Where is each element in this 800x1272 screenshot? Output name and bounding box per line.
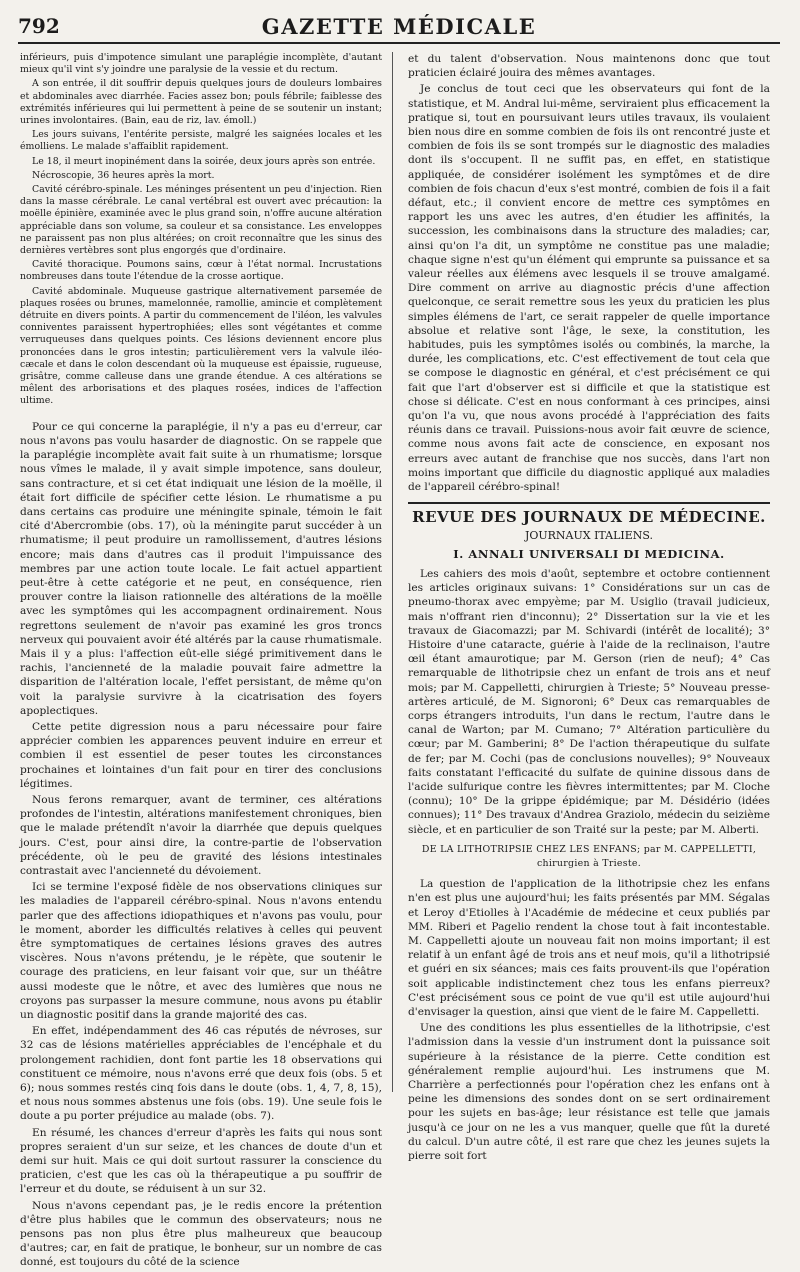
obs-paragraph: Le 18, il meurt inopinément dans la soirée, deux jours après son entrée. (32, 155, 376, 167)
body-paragraph: Pour ce qui concerne la paraplégie, il n'y a pas eu d'erreur, car nous n'avons pas voulu hasarder de diagnostic. On se rappele que la paraplégie incomplète avait fait suite à un rhumatisme; lorsque nous vîmes le malade, il y avait simple impotence, sans douleur, sans contracture, et si cet état indiquait une lésion de la moëlle, il était fort difficile de spécifier cette lésion. Le rhumatisme a pu dans certains cas produire une méningite spinale, témoin le fait cité d'Abercrombie (obs. 17), où la méningite parut succéder à un rhumatisme; il peut produire un ramollissement, d'autres lésions encore; mais dans d'autres cas il produit l'impuissance des membres par une action toute locale. Le fait actuel appartient peut-être à cette catégorie et ne peut, en conséquence, rien prouver contre la liaison rationnelle des altérations de la moëlle avec les symptômes qui les accompagnent ordinairement. Nous regrettons seulement de n'avoir pas examiné les gros troncs nerveux qui pouvaient avoir été altérés par la cause rhumatismale. Mais il y a plus: l'affection eût-elle siégé primitivement dans le rachis, l'ancienneté de la maladie pouvait faire admettre la disparition de l'altération locale, l'effet persistant, de même qu'on voit la paralysie survivre à la cicatrisation des foyers apoplectiques. (20, 420, 382, 717)
section-title: I. ANNALI UNIVERSALI DI MEDICINA. (453, 546, 725, 561)
article-paragraph: La question de l'application de la lithotripsie chez les enfans n'en est plus une aujourd'hui; les faits présentés par MM. Ségalas et Leroy d'Etiolles à l'Académie de médecine et ceux publiés par MM. Riberi et Pagelio rendent la chose tout à fait incontestable. M. Cappelletti ajoute un nouveau fait non moins important; il est relatif à un enfant âgé de trois ans et neuf mois, qu'il a lithotripsié et guéri en six séances; mais ces faits prouvent-ils que l'opération soit applicable indistinctement chez tous les enfans pierreux? C'est précisément sous ce point de vue qu'il est utile aujourd'hui d'envisager la question, ainsi que vient de le faire M. Cappelletti. (408, 878, 770, 1018)
obs-paragraph: Cavité cérébro-spinale. Les méninges présentent un peu d'injection. Rien dans la masse cérébrale. Le canal vertébral est ouvert avec précaution: la moëlle épinière, examinée avec le plus grand soin, n'offre aucune altération appréciable dans son volume, sa couleur et sa consistance. Les enveloppes ne paraissent pas non plus altérées; on croit reconnaître que les sinus des dernières vertèbres sont plus engorgés que d'ordinaire. (20, 184, 382, 257)
journal-title: GAZETTE MÉDICALE (261, 14, 537, 39)
revue-title: REVUE DES JOURNAUX DE MÉDECINE. (408, 502, 770, 524)
article-paragraph: Une des conditions les plus essentielles de la lithotripsie, c'est l'admission dans la vessie d'un instrument dont la puissance soit supérieure à la résistance de la pierre. Cette condition est généralement remplie aujourd'hui. Les instrumens que M. Charrière a perfectionnés pour l'opération chez les enfans ont à peine les dimensions des sondes dont on se sert ordinairement pour les sujets en bas-âge; leur résistance est telle que jamais jusqu'à ce jour on ne les a vus manquer, quelle que fût la dureté du calcul. D'un autre côté, il est rare que chez les jeunes sujets la pierre soit fort (408, 1022, 770, 1163)
body-paragraph: Nous n'avons cependant pas, je le redis encore la prétention d'être plus habiles que le commun des observateurs; nous ne pensons pas non plus être plus malheureux que beaucoup d'autres; car, en fait de pratique, le bonheur, sur un nombre de cas donné, est toujours du côté de la science (20, 1199, 382, 1269)
observation-block (20, 52, 382, 408)
obs-paragraph: Cavité thoracique. Poumons sains, cœur à l'état normal. Incrustations nombreuses dans toute l'étendue de la crosse aortique. (20, 259, 382, 283)
body-paragraph: En effet, indépendamment des 46 cas réputés de névroses, sur 32 cas de lésions matérielles appréciables de l'encéphale et du prolongement rachidien, dont font partie les 18 observations qui constituent ce mémoire, nous n'avons erré que deux fois (obs. 5 et 6); nous sommes restés cinq fois dans le doute (obs. 1, 4, 7, 8, 15), et nous nous sommes abstenus une fois (obs. 19). Une seule fois le doute a pu porter préjudice au malade (obs. 7). (20, 1025, 382, 1123)
body-paragraph: Je conclus de tout ceci que les observateurs qui font de la statistique, et M. Andral lui-même, serviraient plus efficacement la pratique si, tout en poursuivant leurs utiles travaux, ils voulaient bien nous dire en somme combien de fois ils ont rencontré juste et combien de fois ils se sont trompés sur le diagnostic des maladies dont ils s'occupent. Il ne suffit pas, en effet, en statistique appliquée, de considérer isolément les symptômes et de dire combien de fois chacun d'eux s'est montré, combien de fois il a fait défaut, etc.; il convient encore de mettre ces symptômes en rapport les uns avec les autres, d'en étudier les affinités, la succession, les combinaisons dans la structure des maladies; car, ainsi qu'on l'a dit, un symptôme ne constitue pas une maladie; chaque signe n'est qu'un élément qui emprunte sa puissance et sa valeur réelles aux élémens avec lesquels il se trouve amalgamé. Dire comment on arrive au diagnostic précis d'une affection quelconque, ce serait remettre sous les yeux du praticien les plus simples élémens de l'art, ce serait rappeler de quelle importance absolue et relative sont l'âge, le sexe, la constitution, les habitudes, puis les symptômes isolés ou combinés, la marche, la durée, les complications, etc. C'est effectivement de tout cela que se compose le diagnostic en général, et c'est précisément ce qui fait que l'art d'observer est si difficile et que la statistique est chose si délicate. C'est en nous conformant à ces principes, ainsi qu'on l'a vu, que nous avons procédé à l'appréciation des faits réunis dans ce travail. Puissions-nous avoir fait œuvre de science, comme nous avons fait acte de conscience, en exposant nos erreurs avec autant de franchise que nos succès, dans l'art non moins important que difficile du diagnostic appliqué aux maladies de l'appareil cérébro-spinal! (408, 83, 770, 494)
revue-subtitle: JOURNAUX ITALIENS. (524, 528, 654, 542)
revue-paragraph: Les cahiers des mois d'août, septembre et octobre contiennent les articles originaux suivans: 1° Considérations sur un cas de pneumo-thorax avec empyème; par M. Usiglio (travail judicieux, mais n'offrant rien d'inconnu); 2° Dissertation sur la vie et les travaux de Giacomazzi; par M. Schivardi (intérêt de localité); 3° Histoire d'une cataracte, guérie à l'aide de la reclinaison, l'autre œil étant amaurotique; par M. Gerson (rien de neuf); 4° Cas remarquable de lithotripsie chez un enfant de trois ans et neuf mois; par M. Cappelletti, chirurgien à Trieste; 5° Nouveau presse-artères articulé, de M. Signoroni; 6° Deux cas remarquables de corps étrangers introduits, l'un dans le rectum, l'autre dans le canal de Warton; par M. Cumano; 7° Altération particulière du cœur; par M. Gamberini; 8° De l'action thérapeutique du sulfate de fer; par M. Cochi (pas de conclusions nouvelles); 9° Nouveaux faits constatant l'efficacité du sulfate de quinine dissous dans de l'acide sulfurique contre les fièvres intermittentes; par M. Cloche (connu); 10° De la grippe épidémique; par M. Désidério (idées connues); 11° Des travaux d'Andrea Graziolo, médecin du seizième siècle, et en particulier de son Traité sur la peste; par M. Alberti. (408, 567, 770, 836)
body-paragraph: Nous ferons remarquer, avant de terminer, ces altérations profondes de l'intestin, altérations manifestement chroniques, bien que le malade prétendît n'avoir la diarrhée que depuis quelques jours. C'est, pour ainsi dire, la contre-partie de l'observation précédente, où le peu de gravité des lésions intestinales contrastait avec l'ancienneté du dévoiement. (20, 793, 382, 877)
left-column (20, 52, 382, 1272)
obs-paragraph: Cavité abdominale. Muqueuse gastrique alternativement parsemée de plaques rosées ou brunes, mamelonnée, ramollie, amincie et complètement détruite en divers points. A partir du commencement de l'iléon, les valvules conniventes paraissent hypertrophiées; elles sont végétantes et comme verruqueuses dans quelques points. Ces lésions deviennent encore plus prononcées dans le gros intestin; particulièrement vers la valvule iléo-cæcale et dans le colon descendant où la muqueuse est épaissie, rugueuse, grisâtre, comme calleuse dans une grande étendue. A ces altérations se mêlent des arborisations et des plaques rosées, indices de l'affection ultime. (20, 285, 382, 407)
body-paragraph: En résumé, les chances d'erreur d'après les faits qui nous sont propres seraient d'un sur seize, et les chances de doute d'un et demi sur huit. Mais ce qui doit surtout rassurer la conscience du praticien, c'est que les cas où la thérapeutique a pu souffrir de l'erreur et du doute, se réduisent à un sur 32. (20, 1126, 382, 1196)
obs-paragraph: Nécroscopie, 36 heures après la mort. (32, 169, 215, 181)
body-paragraph: et du talent d'observation. Nous maintenons donc que tout praticien éclairé jouira des mêmes avantages. (408, 53, 770, 80)
right-column (408, 52, 770, 1165)
page-header (18, 14, 780, 44)
article-title: DE LA LITHOTRIPSIE CHEZ LES ENFANS; par M. CAPPELLETTI, chirurgien à Trieste. (421, 843, 757, 869)
column-divider (392, 52, 393, 1092)
page-number: 792 (18, 14, 60, 38)
body-paragraph: Ici se termine l'exposé fidèle de nos observations cliniques sur les maladies de l'appareil cérébro-spinal. Nous n'avons entendu parler que des affections idiopathiques et n'avons pas voulu, pour le moment, aborder les difficultés relatives à celles qui peuvent être symptomatiques de certaines lésions graves des autres viscères. Nous n'avons prétendu, je le répète, que soutenir le courage des praticiens, en leur faisant voir que, sur un théâtre aussi modeste que le nôtre, et avec des lumières que nous ne croyons pas surpasser la mesure commune, nous avons pu établir un diagnostic positif dans la grande majorité des cas. (20, 881, 382, 1022)
body-paragraph: Cette petite digression nous a paru nécessaire pour faire apprécier combien les apparences peuvent induire en erreur et combien il est essentiel de peser toutes les circonstances prochaines et lointaines d'un fait pour en tirer des conclusions légitimes. (20, 720, 382, 790)
obs-paragraph: inférieurs, puis d'impotence simulant une paraplégie incomplète, d'autant mieux qu'il vint s'y joindre une paralysie de la vessie et du rectum. (20, 52, 382, 76)
obs-paragraph: Les jours suivans, l'entérite persiste, malgré les saignées locales et les émolliens. Le malade s'affaiblit rapidement. (20, 129, 382, 153)
obs-paragraph: A son entrée, il dit souffrir depuis quelques jours de douleurs lombaires et abdominales avec diarrhée. Facies assez bon; pouls fébrile; faiblesse des extrémités inférieures qui lui permettent à peine de se soutenir un instant; urines involontaires. (Bain, eau de riz, lav. émoll.) (20, 78, 382, 127)
